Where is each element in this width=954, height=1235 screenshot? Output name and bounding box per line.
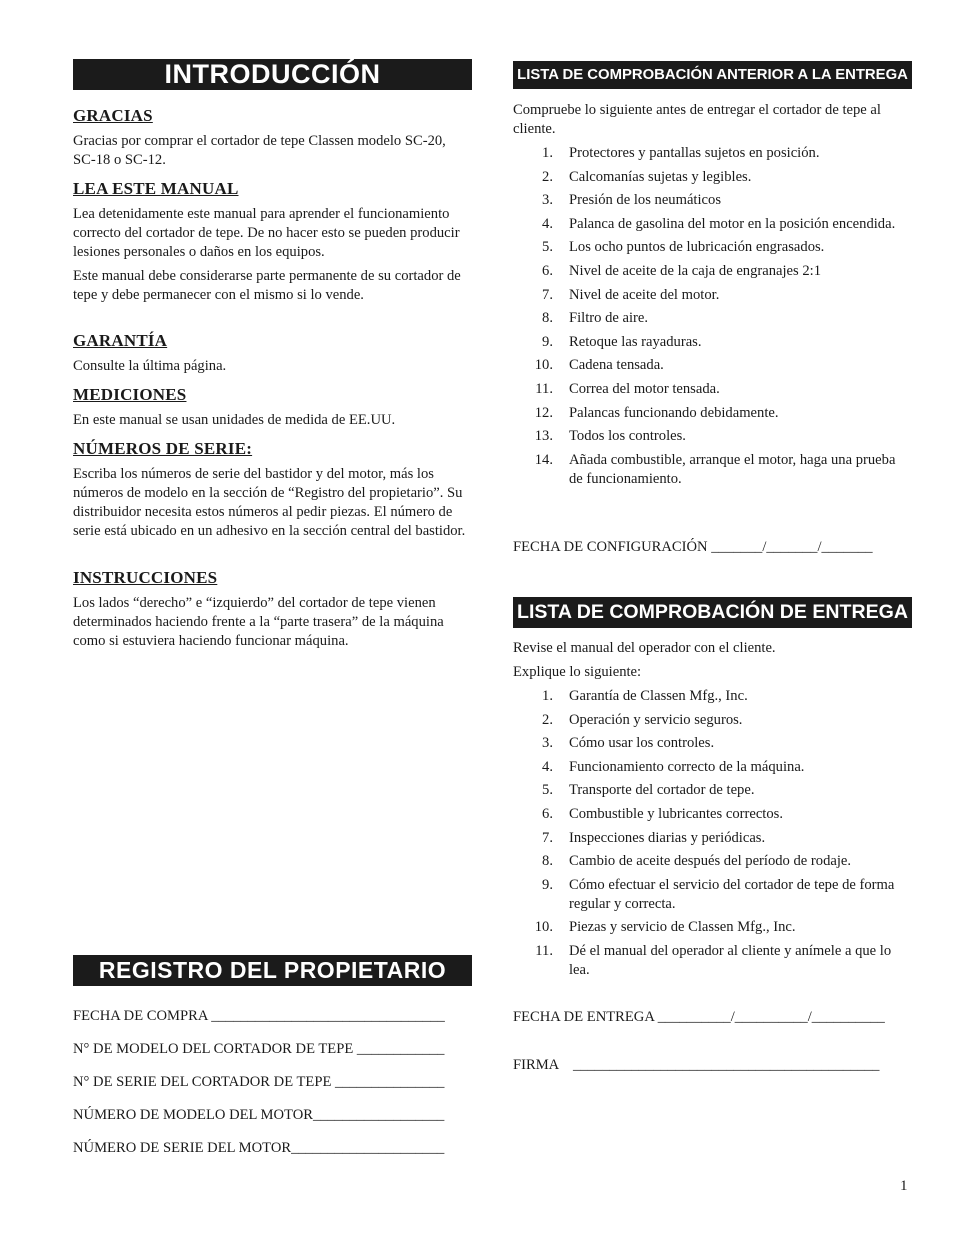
section-paragraph: En este manual se usan unidades de medida de EE.UU. [73,412,396,428]
list-item: 3. Cómo usar los controles. [542,735,715,752]
list-item: 12. Palancas funcionando debidamente. [534,404,779,421]
section-heading: LEA ESTE MANUAL [73,179,239,198]
list-item: 5. Los ocho puntos de lubricación engrasados. [542,239,825,256]
list-item: 5. Transporte del cortador de tepe. [542,782,755,799]
section-paragraph: Lea detenidamente este manual para aprender el funcionamiento correcto del cortador de tepe. De no hacer esto se pueden producir lesiones personales o daños en los equipos. [73,206,460,260]
list-item: 10. Cadena tensada. [534,357,664,374]
section-paragraph: Escriba los números de serie del bastidor y del motor, más los números de modelo en la sección de “Registro del propietario”. Su distribuidor necesita estos números al pedir piezas. El número de serie está ubicado en un adhesivo en la sección central del bastidor. [73,466,466,539]
serie-motor-field[interactable]: NÚMERO DE SERIE DEL MOTOR_____________________ [73,1140,445,1156]
entrega-section [513,639,912,985]
list-item: 4. Palanca de gasolina del motor en la posición encendida. [542,215,896,232]
serie-cortador-field[interactable]: N° DE SERIE DEL CORTADOR DE TEPE _______________ [73,1074,445,1090]
anterior-section [513,101,912,493]
entrega-banner: LISTA DE COMPROBACIÓN DE ENTREGA [513,597,912,628]
section-heading: GARANTÍA [73,331,168,350]
entrega-intro: Explique lo siguiente: [513,664,642,680]
entrega-checklist [513,687,912,980]
anterior-checklist [513,144,912,489]
section-heading: INSTRUCCIONES [73,568,218,587]
list-item: 9. Cómo efectuar el servicio del cortador de tepe de forma regular y correcta. [542,876,895,912]
section-paragraph: Consulte la última página. [73,358,227,374]
section-heading: MEDICIONES [73,385,187,404]
list-item: 2. Operación y servicio seguros. [542,711,743,728]
fecha-de-compra-field[interactable]: FECHA DE COMPRA ________________________________ [73,1008,445,1024]
list-item: 14. Añada combustible, arranque el motor, haga una prueba de funcionamiento. [534,451,896,487]
list-item: 13. Todos los controles. [534,428,686,445]
registro-banner: REGISTRO DEL PROPIETARIO [73,955,472,986]
list-item: 7. Nivel de aceite del motor. [542,286,720,303]
section-paragraph: Los lados “derecho” e “izquierdo” del cortador de tepe vienen determinados haciendo frente a la “parte trasera” de la máquina como si estuviera haciendo funcionar máquina. [73,595,444,649]
section-lea-este-manual [73,179,472,305]
list-item: 11. Correa del motor tensada. [535,380,720,397]
section-instrucciones [73,568,472,651]
fecha-entrega-field[interactable]: FECHA DE ENTREGA __________/__________/__________ [513,1009,885,1025]
section-gracias [73,106,472,170]
modelo-motor-field[interactable]: NÚMERO DE MODELO DEL MOTOR__________________ [73,1107,445,1123]
list-item: 1. Protectores y pantallas sujetos en posición. [542,145,820,161]
list-item: 11. Dé el manual del operador al cliente y anímele a que lo lea. [535,942,892,978]
anterior-intro: Compruebe lo siguiente antes de entregar el cortador de tepe al cliente. [513,102,881,137]
section-paragraph: Gracias por comprar el cortador de tepe Classen modelo SC-20, SC-18 o SC-12. [73,133,446,168]
list-item: 8. Cambio de aceite después del período de rodaje. [542,853,852,870]
section-numeros-de-serie [73,439,472,541]
list-item: 3. Presión de los neumáticos [542,192,721,209]
section-heading: GRACIAS [73,106,153,125]
page-number: 1 [900,1178,908,1194]
list-item: 9. Retoque las rayaduras. [542,333,702,350]
list-item: 10. Piezas y servicio de Classen Mfg., Inc. [534,919,796,936]
list-item: 1. Garantía de Classen Mfg., Inc. [542,688,748,704]
list-item: 6. Nivel de aceite de la caja de engranajes 2:1 [542,262,822,279]
entrega-intro: Revise el manual del operador con el cliente. [513,640,776,656]
modelo-cortador-field[interactable]: N° DE MODELO DEL CORTADOR DE TEPE ____________ [73,1041,445,1057]
list-item: 2. Calcomanías sujetas y legibles. [542,168,752,185]
section-mediciones [73,385,472,430]
list-item: 4. Funcionamiento correcto de la máquina. [542,758,805,775]
fecha-configuracion-field[interactable]: FECHA DE CONFIGURACIÓN _______/_______/_______ [513,539,873,555]
firma-field[interactable]: FIRMA __________________________________________ [513,1057,880,1073]
introduccion-banner: INTRODUCCIÓN [73,59,472,90]
list-item: 7. Inspecciones diarias y periódicas. [542,829,766,846]
anterior-banner: LISTA DE COMPROBACIÓN ANTERIOR A LA ENTREGA [513,61,912,89]
section-garantia [73,331,472,376]
section-paragraph: Este manual debe considerarse parte permanente de su cortador de tepe y debe permanecer con el mismo si lo vende. [73,268,461,303]
section-heading: NÚMEROS DE SERIE: [73,439,253,458]
list-item: 6. Combustible y lubricantes correctos. [542,805,783,822]
list-item: 8. Filtro de aire. [542,310,649,327]
